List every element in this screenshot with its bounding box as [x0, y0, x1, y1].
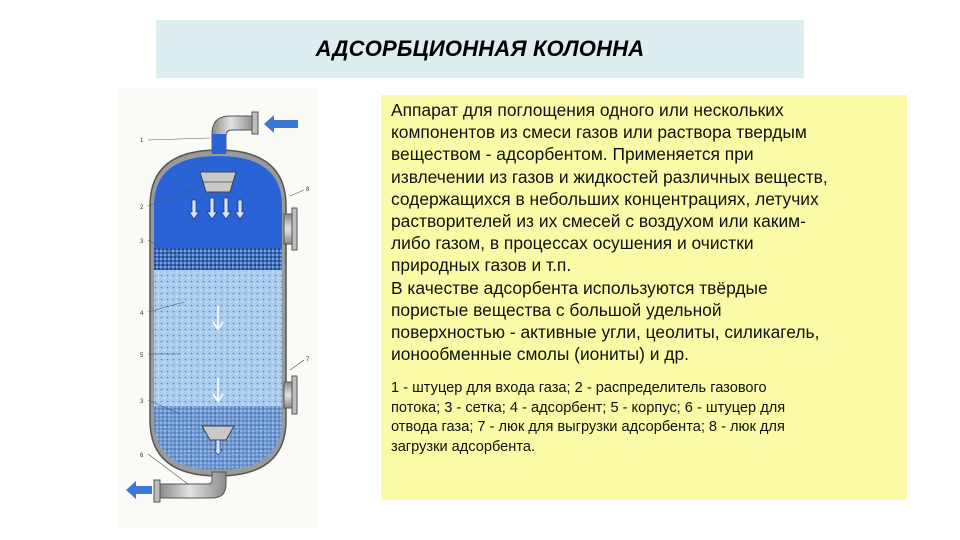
slide-title: АДСОРБЦИОННАЯ КОЛОННА	[315, 36, 645, 61]
description-box	[381, 95, 907, 500]
gas-outlet-pipe	[160, 472, 226, 498]
label-5: 5	[140, 353, 144, 359]
description-line: В качестве адсорбента используются твёрдые	[391, 277, 768, 298]
outlet-arrow	[126, 481, 152, 499]
adsorption-column-drawing	[118, 88, 318, 528]
description-line: содержащихся в небольших концентрациях, летучих	[391, 188, 819, 209]
label-1: 1	[140, 138, 144, 144]
label-8: 8	[306, 187, 310, 193]
legend-line: отвода газа; 7 - люк для выгрузки адсорбента; 8 - люк для	[391, 419, 785, 436]
label-4: 4	[140, 311, 144, 317]
description-line: пористые вещества с большой удельной	[391, 299, 722, 320]
description-line: извлечении из газов и жидкостей различных веществ,	[391, 166, 828, 187]
inlet-arrow	[264, 115, 298, 133]
title-bar	[156, 20, 804, 78]
description-line: растворителей из их смесей с воздухом или каким-	[391, 211, 806, 232]
label-3-bottom: 3	[140, 399, 144, 405]
inlet-flange	[252, 112, 258, 134]
outlet-flange	[154, 480, 160, 502]
description-line: компонентов из смеси газов или раствора твердым	[391, 122, 807, 143]
description-line: природных газов и т.п.	[391, 255, 572, 276]
label-3-top: 3	[140, 239, 144, 245]
description-line: либо газом, в процессах осушения и очистки	[391, 233, 754, 254]
description-text	[391, 99, 897, 365]
label-2: 2	[140, 205, 144, 211]
label-6: 6	[140, 453, 144, 459]
legend-line: 1 - штуцер для входа газа; 2 - распределитель газового	[391, 380, 767, 397]
legend-line: загрузки адсорбента.	[391, 438, 536, 455]
legend-text	[391, 379, 897, 457]
description-line: Аппарат для поглощения одного или нескольких	[391, 100, 784, 120]
column-diagram	[118, 88, 318, 528]
legend-line: потока; 3 - сетка; 4 - адсорбент; 5 - корпус; 6 - штуцер для	[391, 399, 786, 416]
description-line: ионообменные смолы (иониты) и др.	[391, 344, 689, 365]
label-7: 7	[306, 357, 310, 363]
description-line: веществом - адсорбентом. Применяется при	[391, 144, 754, 165]
description-line: поверхностью - активные угли, цеолиты, силикагель,	[391, 322, 820, 343]
